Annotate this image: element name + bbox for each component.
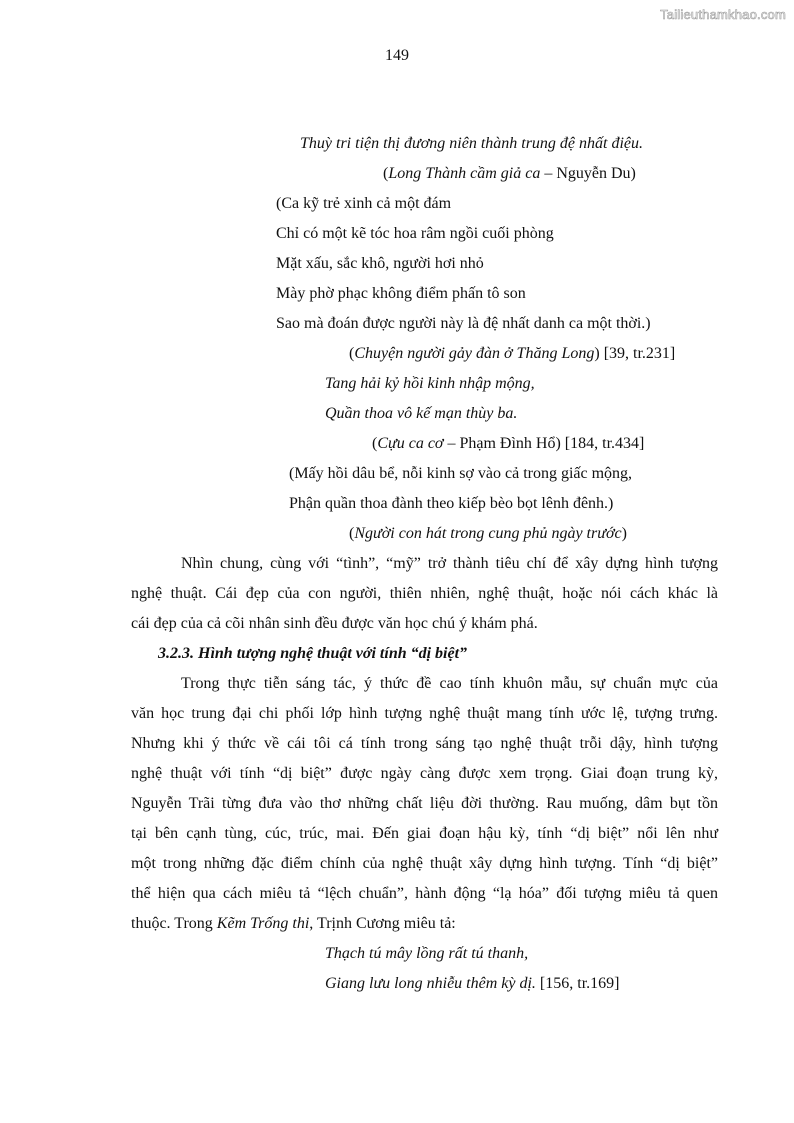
page-number: 149 (385, 47, 409, 64)
citation-title: Cựu ca cơ (377, 435, 444, 452)
citation-title: Long Thành cầm giả ca (388, 165, 541, 182)
citation: (Cựu ca cơ – Phạm Đình Hổ) [184, tr.434] (372, 435, 645, 452)
verse-line: Thạch tú mây lồng rất tú thanh, (325, 945, 529, 962)
citation: (Người con hát trong cung phủ ngày trước) (349, 525, 627, 542)
paragraph-line: thuộc. Trong Kẽm Trống thi, Trịnh Cương miêu tả: (131, 915, 456, 932)
translation-line: Phận quần thoa đành theo kiếp bèo bọt lênh đênh.) (289, 495, 614, 512)
work-title: Kẽm Trống thi (216, 915, 310, 932)
paragraph-line: Nguyễn Trãi từng đưa vào thơ những chất liệu đời thường. Rau muống, dâm bụt tồn (131, 795, 718, 812)
paragraph-line: nghệ thuật. Cái đẹp của con người, thiên nhiên, nghệ thuật, hoặc nói cách khác là (131, 585, 718, 602)
translation-line: Chỉ có một kẽ tóc hoa râm ngồi cuối phòng (276, 225, 554, 242)
citation-title: Người con hát trong cung phủ ngày trước (354, 525, 622, 542)
citation: (Chuyện người gảy đàn ở Thăng Long) [39, tr.231] (349, 345, 676, 362)
paragraph-line: Nhìn chung, cùng với “tình”, “mỹ” trở thành tiêu chí để xây dựng hình tượng (181, 555, 718, 572)
paragraph-line: Trong thực tiễn sáng tác, ý thức đề cao tính khuôn mẫu, sự chuẩn mực của (181, 675, 718, 692)
paragraph-line: văn học trung đại chi phối lớp hình tượng nghệ thuật mang tính ước lệ, tượng trưng. (131, 705, 718, 722)
verse-line: Thuỳ tri tiện thị đương niên thành trung đệ nhất điệu. (300, 135, 644, 152)
translation-line: Mặt xấu, sắc khô, người hơi nhỏ (276, 255, 484, 272)
verse-line: Tang hải kỷ hồi kinh nhập mộng, (325, 375, 535, 392)
citation-title: Chuyện người gảy đàn ở Thăng Long (354, 345, 595, 362)
translation-line: (Mấy hồi dâu bể, nỗi kinh sợ vào cả trong giấc mộng, (289, 465, 633, 482)
translation-line: Sao mà đoán được người này là đệ nhất danh ca một thời.) (276, 315, 651, 332)
paragraph-line: thể hiện qua cách miêu tả “lệch chuẩn”, hành động “lạ hóa” đối tượng miêu tả quen (131, 885, 718, 902)
section-heading: 3.2.3. Hình tượng nghệ thuật với tính “dị biệt” (158, 645, 468, 662)
watermark: Tailieuthamkhao.com (660, 7, 786, 22)
reference: [156, tr.169] (535, 975, 620, 992)
translation-line: Mày phờ phạc không điểm phấn tô son (276, 285, 526, 302)
paragraph-line: tại bên cạnh tùng, cúc, trúc, mai. Đến giai đoạn hậu kỳ, tính “dị biệt” nổi lên như (131, 825, 718, 842)
paragraph-line: cái đẹp của cả cõi nhân sinh đều được văn học chú ý khám phá. (131, 615, 538, 632)
paragraph-line: Nhưng khi ý thức về cái tôi cá tính trong sáng tạo nghệ thuật trỗi dậy, hình tượng (131, 735, 718, 752)
paragraph-line: nghệ thuật với tính “dị biệt” được ngày càng được xem trọng. Giai đoạn trung kỳ, (131, 765, 718, 782)
paragraph-line: một trong những đặc điểm chính của nghệ thuật xây dựng hình tượng. Tính “dị biệt” (131, 855, 718, 872)
verse-line: Giang lưu long nhiễu thêm kỳ dị. [156, tr.169] (325, 975, 620, 992)
verse-line: Quần thoa vô kế mạn thùy ba. (325, 405, 518, 422)
citation: (Long Thành cầm giả ca – Nguyễn Du) (383, 165, 636, 182)
translation-line: (Ca kỹ trẻ xinh cả một đám (276, 195, 452, 212)
